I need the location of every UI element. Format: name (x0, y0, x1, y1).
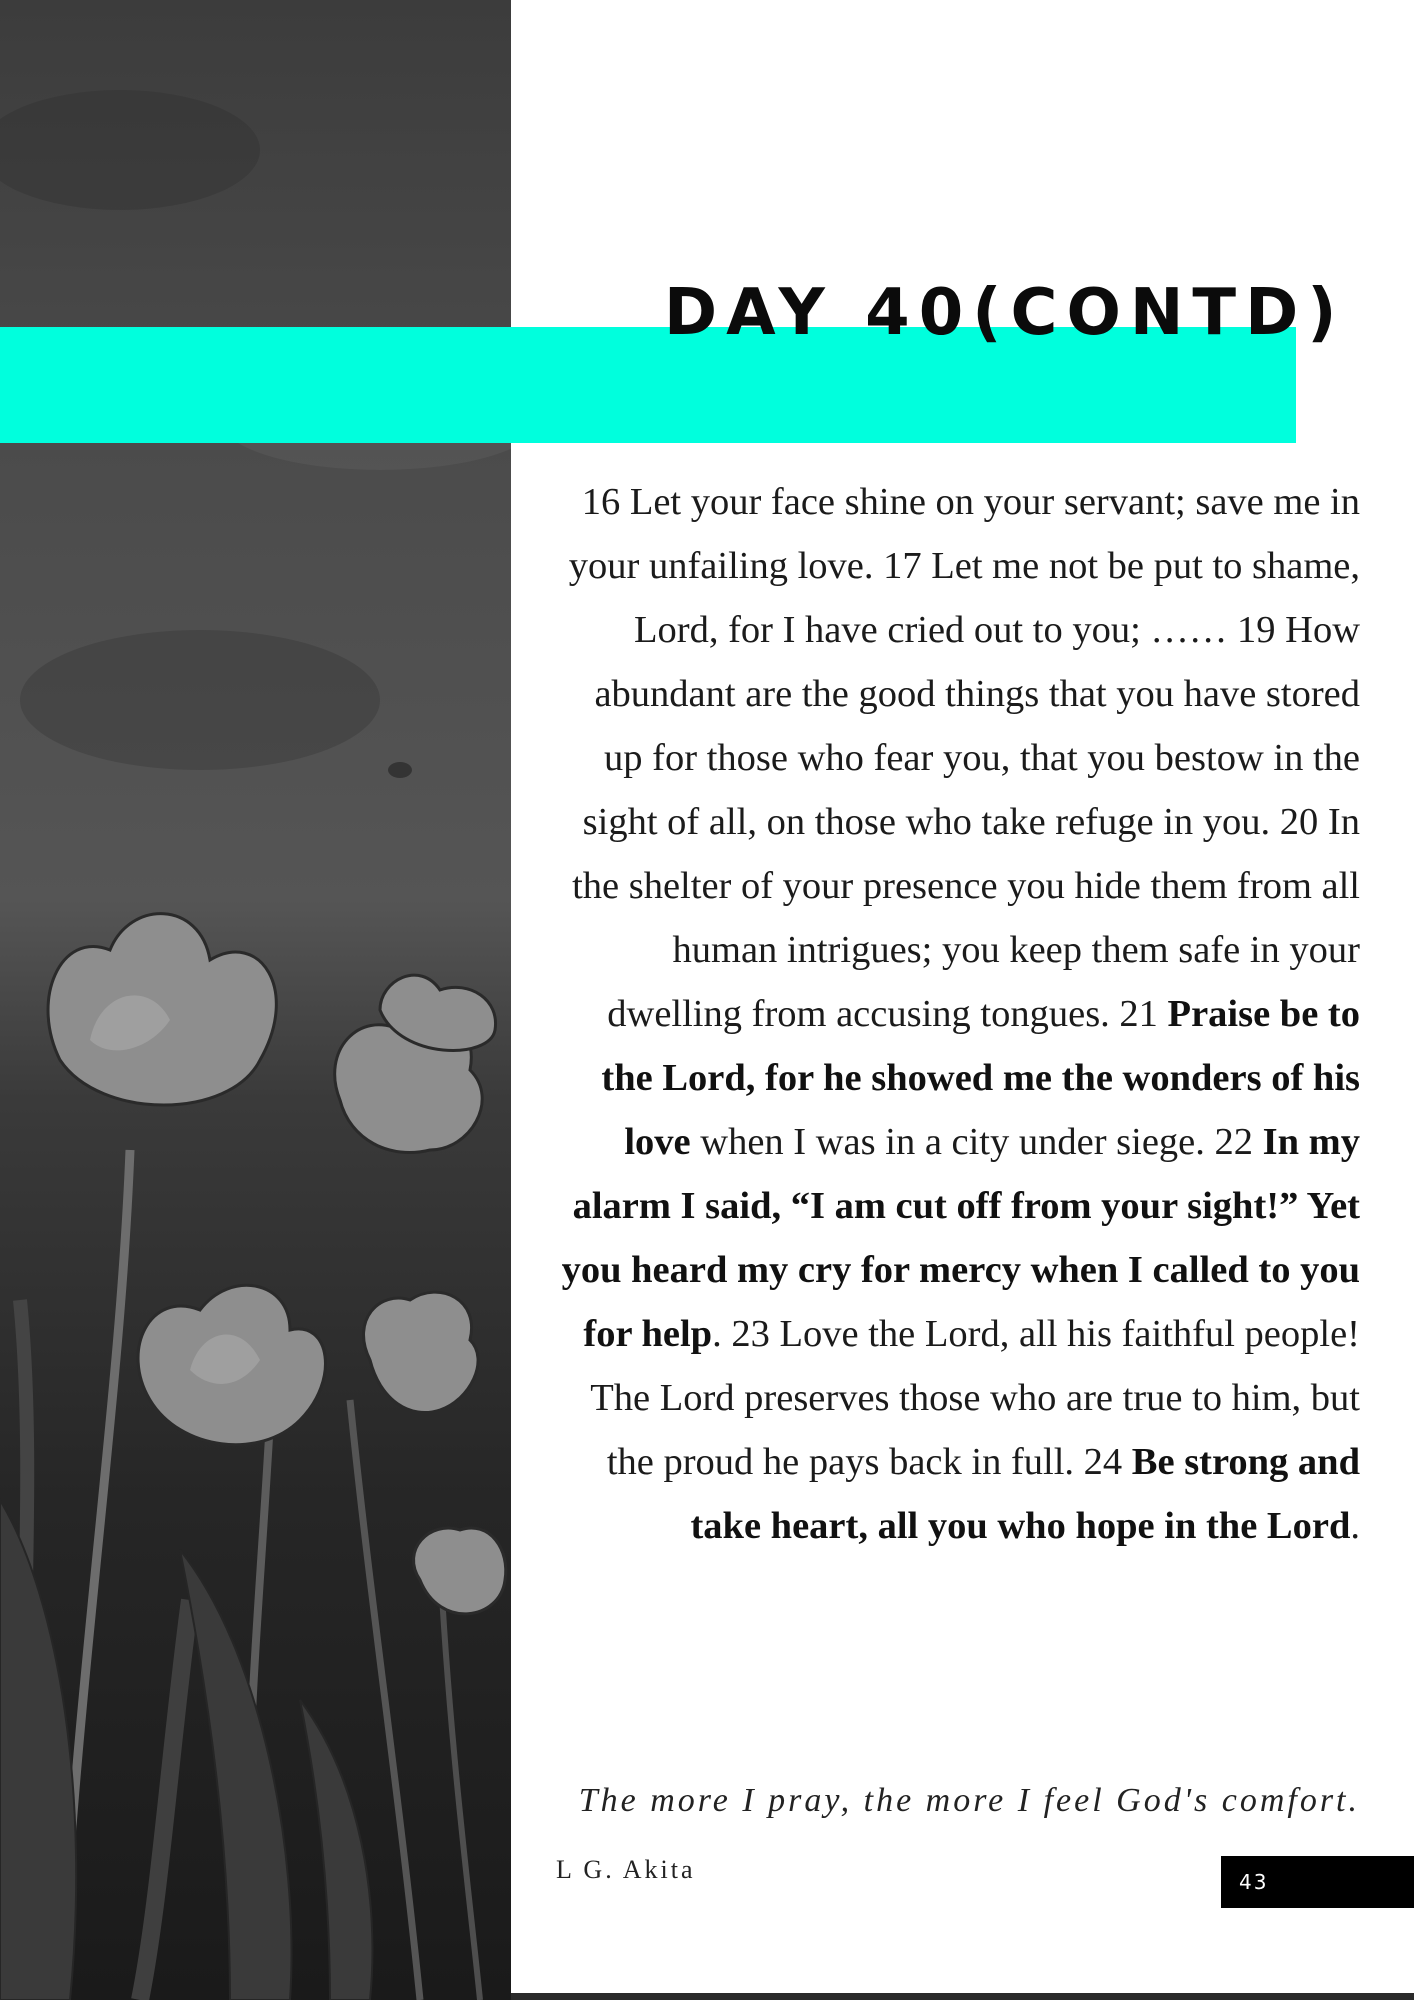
scripture-emphasis: Praise be to the Lord, for he showed me the wonders of his love (601, 993, 1360, 1163)
scripture-emphasis: Be strong and take heart, all you who hope in the Lord (690, 1441, 1360, 1547)
scripture-segment: 16 Let your face shine on your servant; save me in your unfailing love. 17 Let me not be put to shame, Lord, for I have cried out to you; …… 19 How abundant are the good things that you have stored up for those who fear you, that you bestow in the sight of all, on those who take refuge in you. 20 In the shelter of your presence you hide them from all human intrigues; you keep them safe in your dwelling from accusing tongues. 21 (568, 481, 1360, 1035)
scripture-segment: . 23 Love the Lord, all his faithful people! The Lord preserves those who are true to him, but the proud he pays back in full. 24 (590, 1313, 1360, 1483)
page-number: 43 (1239, 1870, 1269, 1894)
tulip-illustration (0, 0, 511, 2000)
quote-author: L G. Akita (556, 1855, 696, 1884)
page-number-badge (1221, 1856, 1414, 1908)
scripture-segment: . (1350, 1505, 1360, 1547)
devotional-quote: The more I pray, the more I feel God's comfort. (578, 1782, 1360, 1819)
page-title: DAY 40(CONTD) (664, 276, 1346, 350)
tulip-photo (0, 0, 511, 2000)
scripture-segment: when I was in a city under siege. 22 (690, 1121, 1263, 1163)
scripture-text (548, 470, 1360, 1558)
scripture-emphasis: In my alarm I said, “I am cut off from your sight!” Yet you heard my cry for mercy when I called to you for help (561, 1121, 1360, 1355)
bottom-divider (511, 1993, 1414, 2000)
